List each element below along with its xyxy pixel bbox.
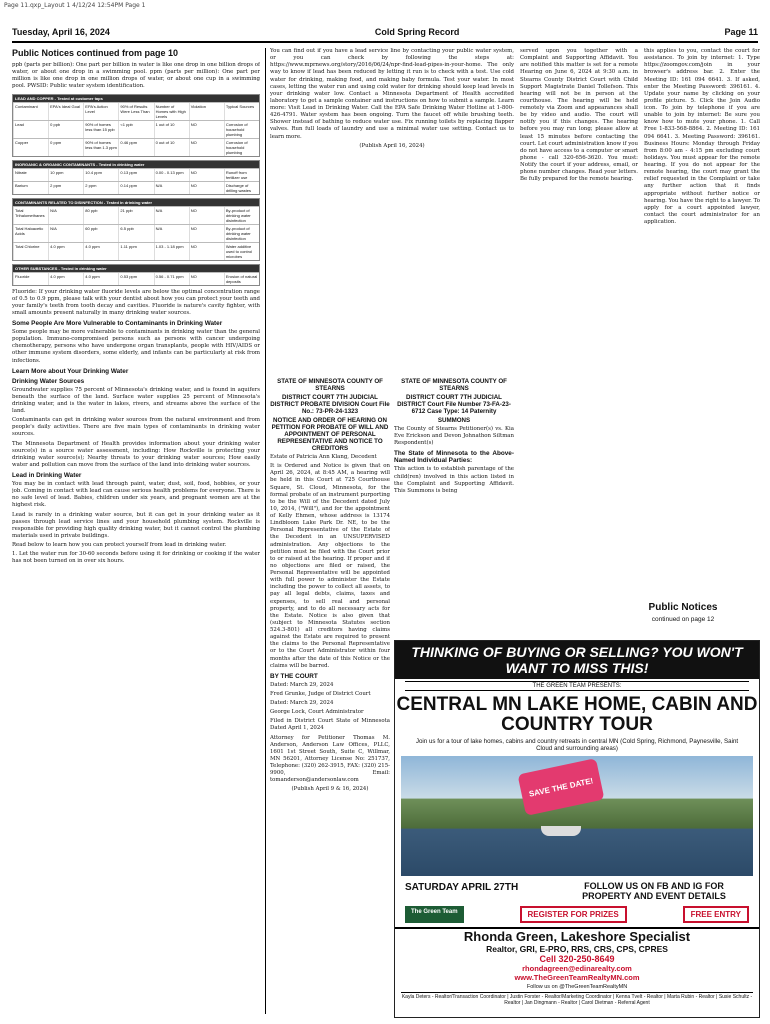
summons-to: The State of Minnesota to the Above-Named Individual Parties: [394,450,514,465]
table-header-cell: 90% of Results Were Less Than [118,103,153,120]
table-cell: 4.0 ppm [48,243,83,260]
table-header-cell: Number of Homes with High Levels [154,103,189,120]
table-cell: NO [189,182,224,194]
agent-credentials: Realtor, GRI, E-PRO, RRS, CRS, CPS, CPRES [486,943,668,954]
table-cell: Total Trihalomethanes [13,207,48,224]
table-header-cell: Violation [189,103,224,120]
green-team-logo: The Green Team [405,906,464,923]
save-the-date-badge: SAVE THE DATE! [518,758,605,816]
table-cell: 80 ppb [83,207,118,224]
print-crop-line: Page 11.qxp_Layout 1 4/12/24 12:54PM Page 1 [4,2,146,9]
table-header-row [13,102,259,120]
judge: Fred Grunke, Judge of District Court [270,690,371,697]
header-rule [12,41,758,43]
attorney-info: Attorney for Petitioner Thomas M. Anderson, Anderson Law Offices, PLLC, 1601 1st Street South, Suite C, Willmar, MN 56201, Attorney License No: 251737, Telephone: (320) 262-3915, FAX: (320) 215-9900, Email: tomanderson@andersonlaw.com [270,734,390,784]
table-cell: Nitrate [13,169,48,181]
sources-paragraph: Groundwater supplies 75 percent of Minnesota's drinking water, and is found in aquifers beneath the surface of the land. Surface water supplies 25 percent of Minnesota's drinking water, and is the water in lakes, rivers, and streams above the surface of the land. [12,386,260,414]
table-header-cell: EPA's Action Level [83,103,118,120]
lead-tips-text: You can find out if you have a lead service line by contacting your public water system, or you can check by following the steps at: https://www.mprnews.org/story/2016/06/24/npr-find-lead-pipes-in-your-home. The only way to know if lead has been reduced by letting it run is to check with a test. Use cold water for drinking, making food, and making baby formula. Test your water. In most cases, letting the water run and using cold water for drinking should keep lead levels in your drinking water low. Contact a Minnesota Department of Health accredited laboratory to get a sample container and instructions on how to submit a sample. Learn more: Visit Lead in Drinking Water. Call the EPA Safe Drinking Water Hotline at 1-800-426-4791. Water system has been ongoing. Turn the faucet off while brushing teeth. Shower instead of bathing to reduce water use. Fix running toilets by replacing flapper valves. Run full loads of laundry and use a minimal water use setting. Contact us to learn more. [270,48,514,140]
summons-continued-text: served upon you together with a Complaint and Supporting Affidavit. You are notified this matter is set for a remote Hearing on June 6, 2024 at 9:30 a.m. in Stearns County District Court with Child Support Magistrate Daniel Tollefson. This hearing will not be in person at the courthouse. The hearing will be held remotely via Zoom and appearances shall be by video and audio. The court will notify you if this changes. The hearing before you may run long; please allow at least 15 minutes before contacting the court. Let court administration know if you do not have access to a computer or smart phone - call 320-656-3620. You must: Notify the court if your address, email, or phone number changes. Read your letters. Be fully prepared for the remote hearing. [520,48,638,183]
table-row [13,138,259,156]
lead-heading: Lead in Drinking Water [12,472,82,479]
table-cell: 0.46 ppm [118,139,153,156]
table-header-cell: EPA's Ideal Goal [48,103,83,120]
agent-email: rhondagreen@edinarealty.com [522,963,632,973]
table-cell: NO [189,169,224,181]
table-cell: NO [189,121,224,138]
fluoride-paragraph: Fluoride: If your drinking water fluoride levels are below the optimal concentration range of 0.5 to 0.9 ppm, please talk with your dentist about how you can protect your teeth and your family's teeth from tooth decay and cavities. Fluoride is nature's cavity fighter, with small amounts present naturally in many drinking water sources. [12,288,260,316]
ad-headline: THINKING OF BUYING OR SELLING? YOU WON'T WANT TO MISS THIS! [395,641,759,679]
probate-notice [270,376,390,988]
publish-date: (Publish April 16, 2024) [359,142,425,149]
table-cell: 4.0 ppm [83,243,118,260]
ad-event-date: SATURDAY APRIL 27TH [405,882,519,894]
agent-name: Rhonda Green, Lakeshore Specialist [395,927,759,944]
table-cell: 10 ppm [48,169,83,181]
table-cell: NO [189,225,224,242]
table-cell: 0.00 - 0.13 ppm [154,169,189,181]
header-date: Tuesday, April 16, 2024 [12,27,110,37]
table-cell: 4.0 ppm [48,273,83,285]
dated-2: Dated: March 29, 2024 [270,700,334,706]
table-cell: Discharge of drilling wastes [224,182,259,194]
table-cell: Lead [13,121,48,138]
table-cell: Total Haloacetic Acids [13,225,48,242]
notice-court: DISTRICT COURT 7TH JUDICIAL DISTRICT Court File Number 73-FA-23-6712 Case Type: 14 Paternity [397,394,511,415]
agent-website: www.TheGreenTeamRealtyMN.com [514,972,640,982]
table-cell: N/A [154,225,189,242]
notice-title: NOTICE AND ORDER OF HEARING ON PETITION FOR PROBATE OF WILL AND APPOINTMENT OF PERSONAL REPRESENTATIVE AND NOTICE TO CREDITORS [271,417,389,452]
table-cell: 1 out of 10 [154,121,189,138]
table-row [13,206,259,224]
table-cell: 60 ppb [83,225,118,242]
table-cell: By-product of drinking water disinfection [224,225,259,242]
table-cell: Runoff from fertilizer use [224,169,259,181]
table-row [13,168,259,181]
court-admin: George Lock, Court Administrator [270,709,364,716]
table-title: INORGANIC & ORGANIC CONTAMINANTS - Tested in drinking water [13,161,259,168]
table-cell: 6.5 ppb [118,225,153,242]
table-cell: 0.53 ppm [118,273,153,285]
table-cell: 21 ppb [118,207,153,224]
table-cell: 0.13 ppm [118,169,153,181]
table-cell: 2 ppm [48,182,83,194]
ad-title: CENTRAL MN LAKE HOME, CABIN AND COUNTRY TOUR [396,694,758,736]
other-substances-table [12,264,260,286]
table-cell: N/A [48,225,83,242]
table-cell: NO [189,207,224,224]
notice-state: STATE OF MINNESOTA COUNTY OF STEARNS [277,378,383,392]
table-cell: NO [189,243,224,260]
ad-follow-us: FOLLOW US ON FB AND IG FOR PROPERTY AND EVENT DETAILS [582,881,726,901]
notice-court: DISTRICT COURT 7TH JUDICIAL DISTRICT PROBATE DIVISION Court File No.: 73-PR-24-1323 [270,394,390,415]
assessment-paragraph: The Minnesota Department of Health provides information about your drinking water source(s) in a source water assessment, including: How Rockville is protecting your drinking water source(s); Nearby threats to your drinking water sources; How easily water and pollution can move from the surface of the land into drinking water sources. [12,440,260,468]
table-row [13,120,259,138]
remote-instructions-text: this applies to you, contact the court for assistance. To join by internet: 1. Type https://zoomgov.com/join in your browser's address bar. 2. Enter the Meeting ID: 161 094 6641. 3. If asked, enter the Meeting Password: 396161. 4. Update your name by clicking on your profile picture. 5. Click the Join Audio icon. To join by telephone if you are unable to join by internet: Be sure you know how to mute your phone. 1. Call Free 1-833-568-8864. 2. Meeting ID: 161 094 6641. 3. Meeting Password: 396161. Business Hours: Monday through Friday from 8:00 am - 4:15 pm excluding court holidays. You must appear for the remote hearing. If you do not appear for the remote hearing, the court may grant the relief requested in the Complaint or take any further action that it finds appropriate without further notice or hearing. You have the right to a lawyer. To apply for a court appointed lawyer, contact the court administrator for an application. [644,48,760,225]
table-cell: Erosion of natural deposits [225,273,258,284]
table-cell: 4.0 ppm [83,273,118,285]
lead-paragraph-3: Read below to learn how you can protect yourself from lead in drinking water. [12,542,227,548]
ad-info-row [395,880,759,904]
table-cell: 0 ppb [48,121,83,138]
table-cell: Total Chlorine [13,243,48,260]
by-the-court: BY THE COURT [270,672,318,680]
newspaper-name: Cold Spring Record [374,27,460,37]
publish-date: (Publish April 9 & 16, 2024) [291,786,369,793]
lake-photo [401,756,753,876]
column-divider [265,48,266,1014]
notice-estate: Estate of Patricia Ann Klang, Decedent [270,454,377,460]
lead-paragraph-4: 1. Let the water run for 30-60 seconds before using it for drinking or cooking if the water has not been turned on in over six hours. [12,551,260,565]
contaminants-paragraph: Contaminants can get in drinking water sources from the natural environment and from people's daily activities. There are five main types of contaminants in drinking water sources. [12,417,260,438]
table-cell: Copper [13,139,48,156]
table-cell: 0.56 - 0.71 ppm [154,273,189,285]
public-notices-footer-title: Public Notices [648,602,718,613]
lead-paragraph: You may be in contact with lead through paint, water, dust, soil, food, hobbies, or your job. Coming in contact with lead can cause serious health problems for everyone. There is no safe level of lead. Babies, children under six years, and pregnant women are at the highest risk. [12,481,260,509]
agent-phone: Cell 320-250-8649 [539,953,615,964]
sources-heading: Drinking Water Sources [12,377,85,385]
public-notices-footer-sub: continued on page 12 [651,616,715,623]
vulnerable-heading: Some People Are More Vulnerable to Contaminants in Drinking Water [12,320,223,327]
definitions-text: ppb (parts per billion): One part per billion in water is like one drop in one billion drops of water, or about one drop in a swimming pool. ppm (parts per million): One part per million is like one drop in one million drops of water, or about one cup in a swimming pool. PWSID: Public water system identification. [12,62,260,90]
social-follow: Follow us on @TheGreenTeamRealtyMN [526,983,628,990]
summons-body: This action is to establish parentage of the child(ren) involved in this action listed in the Complaint and Supporting Affidavit. This Summons is being [394,466,514,494]
ad-badges-row [395,904,759,925]
table-cell: 0 out of 10 [154,139,189,156]
table-cell: 1.11 ppm [118,243,153,260]
summons-continued [520,48,760,598]
table-cell: NO [189,273,224,285]
table-cell: Corrosion of household plumbing [224,139,259,156]
table-title: OTHER SUBSTANCES - Tested in drinking water [13,265,259,272]
table-cell: By-product of drinking water disinfection [224,207,259,224]
free-entry-badge: FREE ENTRY [683,906,749,923]
ad-subtitle: Join us for a tour of lake homes, cabins and country retreats in central MN (Cold Spring, Richmond, Paynesville, Saint Cloud and surrounding areas) [415,738,739,753]
table-cell: Corrosion of household plumbing [224,121,259,138]
table-title: CONTAMINANTS RELATED TO DISINFECTION - Tested in drinking water [13,199,259,206]
table-row [13,181,259,194]
table-cell: 90% of homes less than 1.3 ppm [83,139,118,156]
learn-more-heading: Learn More about Your Drinking Water [12,367,129,375]
table-cell: Water additive used to control microbes [224,243,259,260]
register-badge: REGISTER FOR PRIZES [520,906,627,923]
table-cell: 0 ppm [48,139,83,156]
notice-state: STATE OF MINNESOTA COUNTY OF STEARNS [401,378,507,392]
table-row [13,272,259,285]
table-row [13,242,259,260]
table-cell: N/A [154,182,189,194]
summons-parties: The County of Stearns Petitioner(s) vs. Kia Eve Erickson and Devon Johnathon Siltman Respondent(s) [394,426,514,447]
summons-title: SUMMONS [437,417,471,424]
page-number: Page 11 [724,27,758,37]
table-header-cell: Contaminant [13,103,48,120]
table-cell: 2 ppm [83,182,118,194]
section-title: Public Notices continued from page 10 [12,48,179,58]
summons-notice [394,376,514,636]
table-cell: 10.4 ppm [83,169,118,181]
table-cell: N/A [48,207,83,224]
table-cell: Fluoride [13,273,48,285]
table-cell: Barium [13,182,48,194]
lead-copper-table [12,94,260,157]
table-cell: <1 ppb [118,121,153,138]
water-report-column [12,48,260,1014]
lead-paragraph-2: Lead is rarely in a drinking water source, but it can get in your drinking water as it passes through lead service lines and your household plumbing system. Rockville is responsible for providing high quality drinking water, but it cannot control the plumbing materials used in private buildings. [12,511,260,539]
realty-advertisement [394,640,760,1018]
table-cell: NO [189,139,224,156]
vulnerable-paragraph: Some people may be more vulnerable to contaminants in drinking water than the general population. Immuno-compromised persons such as persons with cancer undergoing chemotherapy, persons who have undergone organ transplants, people with HIV/AIDS or other immune system disorders, some elderly, and infants can be particularly at risk from infections. [12,329,260,364]
disinfection-table [12,198,260,261]
boat-shape [541,826,581,836]
water-report-continued [270,48,514,370]
filed: Filed in District Court State of Minnesota Dated April 1, 2024 [270,718,390,732]
team-staff-list: Kayla Deters - Realtor/Transaction Coordinator | Justin Forster - Realtor/Marketing Coordinator | Kenna Tvelt - Realtor | Marta Rubin - Realtor | Susie Schultz - Realtor | Jan Dingmann - Realtor | Carol Dietman - Referral Agent [401,993,753,1006]
table-cell: 1.03 - 1.18 ppm [154,243,189,260]
table-cell: N/A [154,207,189,224]
page-header [12,24,758,40]
notice-body: It is Ordered and Notice is given that on April 26, 2024, at 8:45 AM, a hearing will be held in this Court at 725 Courthouse Square, St. Cloud, Minnesota, for the formal probate of an instrument purporting to be the Will of the Decedent dated July 10, 2014, ("Will"), and for the appointment of Kelly Ehmen, whose address is 13174 Lindbloom Lake Park Dr. NE, to be the Personal Representative of the Estate of the Decedent in an UNSUPERVISED administration. Any objections to the petition must be filed with the Court prior to or raised at the hearing. If proper and if no objections are filed or raised, the Personal Representative will be appointed with full power to administer the Estate including the power to collect all assets, to pay all legal debts, claims, taxes and expenses, to sell real and personal property, and to do all necessary acts for the Estate. Notice is also given that (subject to Minnesota Statutes section 524.3-801) all creditors having claims against the Estate are required to present the claims to the Personal Representative or to the Court Administrator within four months after the date of this Notice or the claims will be barred. [270,463,390,669]
inorganic-table [12,160,260,195]
table-title: LEAD AND COPPER - Tested at customer taps [13,95,259,102]
table-row [13,224,259,242]
table-cell: 90% of homes less than 15 ppb [83,121,118,138]
table-cell: 0.14 ppm [118,182,153,194]
ad-team-presents: THE GREEN TEAM PRESENTS: [405,681,749,691]
table-header-cell: Typical Sources [224,103,259,120]
dated-1: Dated: March 29, 2024 [270,681,334,688]
